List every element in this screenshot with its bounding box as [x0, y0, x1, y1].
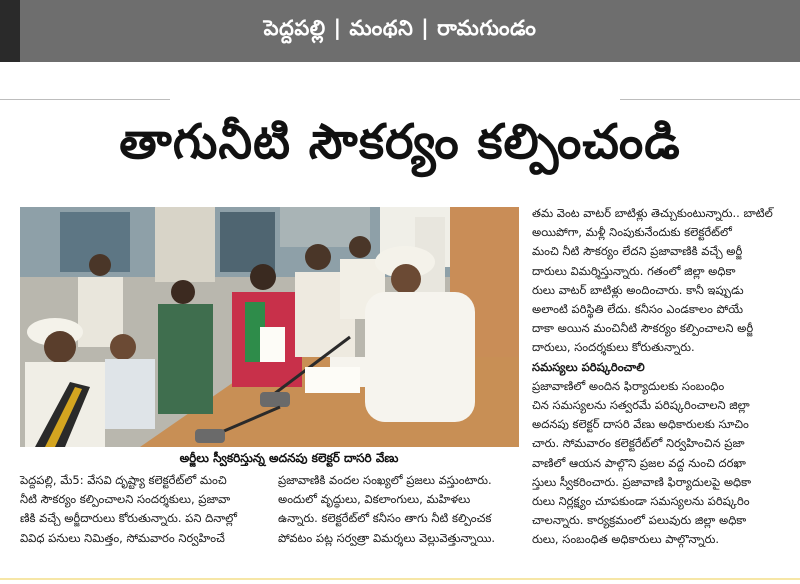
article-column-2: [278, 471, 522, 548]
article-line: అలాంటి పరిస్థితి లేదు. కనీసం ఎండకాలం పోయే: [532, 302, 744, 317]
article-line: నీటి సౌకర్యం కల్పించాలని సందర్శకులు, ప్రజావా: [20, 492, 231, 507]
article-line: దారులు, సందర్శకులు కోరుతున్నారు.: [532, 340, 695, 355]
headline: తాగునీటి సౌకర్యం కల్పించండి: [119, 114, 681, 170]
article-column-3: [532, 204, 778, 550]
article-line: పెద్దపల్లి, మే5: వేసవి దృష్ట్యా కలెక్టరేట్‌లో మంచి: [20, 473, 227, 487]
article-line: ఉన్నారు. కలెక్టరేట్‌లో కనీసం తాగు నీటి కల్పించక: [278, 511, 492, 526]
article-line: అదనపు కలెక్టర్ దాసరి వేణు అధికారులకు సూచిం: [532, 417, 749, 432]
photo-caption: అర్జీలు స్వీకరిస్తున్న అదనపు కలెక్టర్ దాసరి వేణు: [179, 451, 399, 465]
article-line: చాలన్నారు. కార్యక్రమంలో పలువురు జిల్లా అధికా: [532, 513, 747, 528]
article-line: వాణిలో ఆయన పాల్గొని ప్రజల వద్ద నుంచి దరఖా: [532, 455, 746, 470]
article-line: తమ వెంట వాటర్ బాటిళ్లు తెచ్చుకుంటున్నారు.. బాటిల్: [532, 206, 773, 220]
news-photo: [20, 207, 519, 447]
article-line: స్తులు స్వీకరించారు. ప్రజావాణి ఫిర్యాదులపై అధికా: [532, 474, 752, 489]
article-line: రులు వాటర్ బాటిళ్లు అందించారు. కానీ ఇప్పుడు: [532, 282, 744, 297]
article-line: రులు నిర్లక్ష్యం చూపకుండా సమస్యలను పరిష్కరిం: [532, 494, 750, 509]
article-line: రులు, సంబంధిత అధికారులు పాల్గొన్నారు.: [532, 532, 720, 547]
article-column-1: [20, 471, 269, 548]
masthead-regions: పెద్దపల్లి | మంథని | రామగుండం: [263, 16, 537, 40]
masthead-bar: [0, 0, 800, 62]
article-line: దారులు విమర్శిస్తున్నారు. గతంలో జిల్లా అధికా: [532, 263, 736, 278]
article-line: పోవటం పట్ల సర్వత్రా విమర్శలు వెల్లువెత్తున్నాయి.: [278, 530, 496, 545]
divider-right: [620, 99, 800, 100]
article-line: వివిధ పనులు నిమిత్తం, సోమవారం నిర్వహించే: [20, 530, 225, 545]
article-line: అందులో వృద్ధులు, వికలాంగులు, మహిళలు: [278, 492, 471, 507]
article-line: ప్రజావాణికి వందల సంఖ్యలో ప్రజలు వస్తుంటారు.: [278, 473, 492, 487]
article-line: దాకా అయిన మంచినీటి సౌకర్యం కల్పించాలని అర్జీ: [532, 321, 754, 336]
article-line: చిన సమస్యలను సత్వరమే పరిష్కరించాలని జిల్లా: [532, 398, 750, 413]
page-bottom-edge: [0, 578, 800, 580]
article-line: మంచి నీటి సౌకర్యం లేదని ప్రజావాణికి వచ్చే అర్జీ: [532, 244, 743, 259]
article-line: చారు. సోమవారం కలెక్టరేట్‌లో నిర్వహించిన ప్రజా: [532, 436, 745, 451]
article-line: ప్రజావాణిలో అందిన ఫిర్యాదులకు సంబంధిం: [532, 378, 725, 393]
article-line: అయిపోగా, మళ్లీ నింపుకునేందుకు కలెక్టరేట్‌లో: [532, 225, 732, 240]
article-line: ణికి వచ్చే అర్జీదారులు కోరుతున్నారు. పని దినాల్లో: [20, 511, 237, 526]
article-subhead: సమస్యలు పరిష్కరించాలి: [532, 359, 645, 374]
divider-left: [0, 99, 170, 100]
